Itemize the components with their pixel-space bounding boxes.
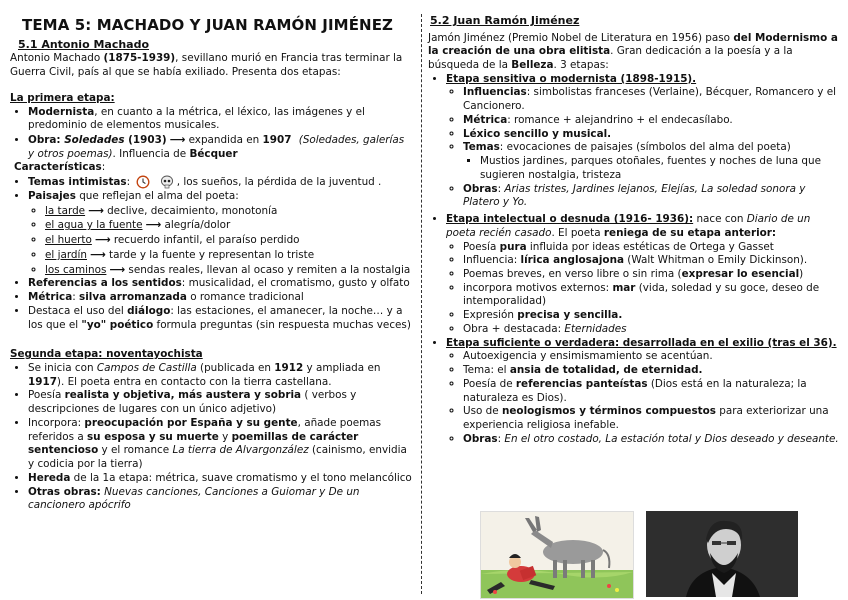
term: pura — [499, 240, 527, 253]
list-item — [463, 128, 840, 142]
work-title: En el otro costado, La estación total y Dios deseado y deseante. — [504, 432, 839, 445]
term: diálogo — [127, 304, 171, 317]
page-title: TEMA 5: MACHADO Y JUAN RAMÓN JIMÉNEZ — [22, 16, 394, 34]
work-title: Soledades — [64, 133, 125, 146]
list-item — [45, 263, 412, 278]
term: del Modernismo a la creación de una obra elitista — [428, 31, 838, 58]
work-title: Campos de Castilla — [96, 362, 197, 374]
list-item — [463, 364, 840, 378]
desc: : las estaciones, el amanecer, la noche… y a los que el — [28, 304, 403, 331]
term: Otras obras: — [28, 485, 101, 498]
list-item — [28, 190, 412, 277]
desc: Se inicia con — [28, 362, 97, 374]
jimenez-portrait — [646, 511, 798, 597]
year: 1907 — [262, 133, 292, 146]
list-item — [28, 417, 412, 472]
caracteristicas-label: Características: — [14, 161, 106, 174]
list-item — [463, 268, 840, 282]
platero-illustration — [480, 511, 634, 599]
desc: ) — [799, 268, 804, 280]
intro-text-rest: , sevillano murió en Francia tras terminar la Guerra Civil, país al que se había exiliado. Presenta dos etapas: — [10, 52, 403, 79]
symbol: el agua y la fuente — [45, 219, 143, 232]
term: referencias panteístas — [515, 377, 648, 390]
skull-icon — [159, 175, 175, 189]
desc: . 3 etapas: — [553, 58, 609, 71]
term: silva arromanzada — [79, 291, 187, 304]
desc: . Influencia de — [112, 147, 190, 160]
clock-icon — [135, 175, 151, 189]
list-item — [463, 323, 840, 337]
arrow-right-icon: ⟶ — [109, 262, 126, 276]
term: Influencias — [463, 86, 527, 99]
list-item: • Temas intimistas: , los sueños, la pérdida de la juventud . — [28, 175, 412, 190]
illustrations — [480, 511, 800, 597]
desc: (Walt Whitman o Emily Dickinson). — [623, 254, 808, 267]
desc: : evocaciones de paisajes (símbolos del alma del poeta) — [499, 141, 791, 154]
sublist — [446, 86, 840, 210]
year: 1917 — [28, 375, 57, 388]
term: precisa y sencilla. — [517, 309, 623, 322]
desc: Destaca el uso del — [28, 304, 128, 317]
etapa2-heading: Segunda etapa: noventayochista — [10, 348, 203, 361]
jimenez-intro — [428, 32, 840, 73]
column-divider — [421, 14, 422, 594]
meaning: declive, decaimiento, monotonía — [107, 204, 278, 217]
term: lírica anglosajona — [520, 254, 624, 267]
sep: : — [497, 182, 505, 195]
desc: y el romance — [98, 444, 173, 457]
etapa-heading: Etapa intelectual o desnuda (1916- 1936): — [446, 213, 694, 226]
desc: Expresión — [463, 309, 518, 322]
term: Modernista — [28, 105, 95, 118]
etapa1-heading: La primera etapa: — [10, 91, 115, 104]
list-item — [28, 472, 412, 486]
list-item — [463, 241, 840, 255]
term: Léxico sencillo y musical. — [463, 127, 612, 140]
desc: nace con — [693, 213, 747, 226]
jimenez-column — [428, 14, 840, 447]
year: (1903) — [124, 133, 167, 146]
etapa-heading: Etapa sensitiva o modernista (1898-1915). — [446, 72, 697, 85]
year: 1912 — [274, 362, 304, 374]
desc: formula preguntas (sin respuesta muchas veces) — [153, 318, 411, 331]
desc: Uso de — [463, 405, 502, 418]
term: Temas intimistas — [28, 176, 127, 189]
desc: Influencia: — [463, 254, 521, 267]
list-item: ▪ Mustios jardines, parques otoñales, fuentes y noches de luna que sugieren nostalgia, tristeza — [480, 155, 840, 182]
list-item — [28, 305, 412, 332]
term: expresar lo esencial — [681, 268, 800, 280]
list-item — [463, 141, 840, 182]
desc: Poemas breves, en verso libre o sin rima ( — [463, 268, 682, 280]
term: preocupación por España y su gente — [84, 416, 298, 429]
arrow-right-icon: ⟶ — [169, 132, 186, 146]
desc: expandida en — [188, 133, 263, 146]
meaning: tarde y la fuente y representan lo triste — [109, 248, 315, 261]
list-item — [463, 309, 840, 323]
etapa-heading: Etapa suficiente o verdadera: desarrollada en el exilio (tras el 36). — [446, 336, 837, 349]
desc: , los sueños, la pérdida de la juventud . — [176, 176, 382, 189]
machado-heading: 5.1 Antonio Machado — [18, 37, 150, 51]
arrow-right-icon: ⟶ — [94, 233, 111, 247]
term: poemillas de carácter sentencioso — [28, 430, 359, 457]
etapa-sensitiva — [446, 73, 840, 210]
desc: (vida, soledad y su goce, deseo de intemporalidad) — [463, 281, 820, 308]
sublist — [446, 241, 840, 337]
term: Obras — [463, 432, 498, 445]
list-item — [45, 218, 412, 233]
term: ansia de totalidad, de eternidad. — [509, 364, 703, 377]
desc: ). El poeta entra en contacto con la tierra castellana. — [56, 375, 332, 388]
term: Belleza — [511, 58, 554, 71]
list-item — [45, 233, 412, 248]
work-title: Arias tristes, Jardines lejanos, Elejías, La soledad sonora y Platero y Yo. — [463, 182, 806, 209]
desc: . Gran dedicación a la poesía y a la búsqueda de la — [428, 45, 793, 71]
label: Características — [14, 161, 102, 174]
work-title: (Soledades, galerías y otros poemas) — [28, 133, 405, 160]
list-item — [45, 204, 412, 219]
term: Obra: — [28, 133, 65, 146]
caracteristicas-list — [10, 175, 412, 332]
list-item — [463, 86, 840, 113]
sep: : — [497, 432, 505, 445]
list-item — [28, 362, 412, 389]
term: Obras — [463, 182, 498, 195]
term: Métrica — [463, 113, 508, 126]
list-item — [45, 248, 412, 263]
etapa1-list — [10, 106, 412, 162]
term: su esposa y su muerte — [87, 430, 219, 443]
term: Métrica — [28, 291, 73, 304]
term: Hereda — [28, 471, 71, 484]
meaning: sendas reales, llevan al ocaso y remiten a la nostalgia — [128, 263, 411, 276]
list-item — [463, 183, 840, 210]
desc: que reflejan el alma del poeta: — [75, 189, 239, 202]
symbol: los caminos — [45, 263, 107, 276]
arrow-right-icon: ⟶ — [88, 203, 104, 217]
desc: o romance tradicional — [186, 291, 304, 304]
intro-dates: (1875-1939) — [103, 52, 176, 65]
desc: : romance + alejandrino + el endecasílabo. — [507, 113, 733, 126]
desc: influida por ideas estéticas de Ortega y Gasset — [526, 240, 774, 253]
list-item — [28, 106, 412, 133]
desc: (Dios está en la naturaleza; la naturaleza es Dios). — [463, 377, 807, 404]
arrow-right-icon: ⟶ — [145, 218, 162, 232]
machado-column — [10, 16, 412, 513]
desc: Poesía — [28, 389, 65, 402]
term: realista y objetiva, más austera y sobria — [64, 389, 302, 402]
desc: (cainismo, envidia y codicia por la tierra) — [28, 444, 407, 471]
jimenez-heading: 5.2 Juan Ramón Jiménez — [430, 14, 580, 27]
desc: , añade poemas referidos a — [28, 416, 382, 443]
list-item — [463, 282, 840, 309]
symbol: el jardín — [45, 248, 87, 261]
symbol: el huerto — [45, 234, 92, 247]
meaning: recuerdo infantil, el paraíso perdido — [113, 234, 300, 247]
list-item — [28, 291, 412, 305]
list-item — [463, 433, 840, 447]
desc: : musicalidad, el cromatismo, gusto y olfato — [181, 277, 410, 290]
term: neologismos y términos compuestos — [501, 405, 716, 418]
work-title: La tierra de Alvargonzález — [172, 444, 309, 457]
list-item — [28, 389, 412, 416]
term: Paisajes — [28, 189, 76, 202]
desc: . El poeta — [551, 226, 604, 239]
sublist — [446, 350, 840, 446]
intro-text: Antonio Machado — [10, 52, 104, 65]
desc: y — [218, 430, 232, 443]
list-item — [463, 405, 840, 432]
desc: Incorpora: — [28, 416, 85, 429]
sublist — [463, 155, 840, 182]
desc: , en cuanto a la métrica, el léxico, las imágenes y el predominio de elementos musicales. — [28, 105, 365, 132]
desc: para exteriorizar una experiencia religiosa inefable. — [463, 405, 829, 432]
list-item — [28, 486, 412, 513]
list-item — [463, 114, 840, 128]
list-item — [463, 254, 840, 268]
desc: Obra + destacada: — [463, 322, 565, 335]
list-item — [463, 350, 840, 364]
work-title: Diario de un poeta recién casado — [446, 213, 811, 239]
desc: Tema: el — [463, 364, 510, 377]
work-title: Nuevas canciones, Canciones a Guiomar y De un cancionero apócrifo — [28, 485, 360, 512]
desc: de la 1a etapa: métrica, suave cromatismo y el tono melancólico — [70, 471, 412, 484]
desc: : simbolistas franceses (Verlaine), Bécquer, Romancero y el Cancionero. — [463, 86, 836, 113]
desc: incorpora motivos externos: — [463, 281, 613, 294]
desc: Poesía — [463, 240, 500, 253]
paisajes-list — [28, 204, 412, 278]
etapa-intelectual — [446, 213, 840, 337]
desc: Autoexigencia y ensimismamiento se acentúan. — [463, 350, 713, 363]
work-title: Eternidades — [564, 322, 627, 335]
list-item — [463, 378, 840, 405]
arrow-right-icon: ⟶ — [90, 247, 106, 261]
term: reniega de su etapa anterior: — [603, 226, 777, 239]
list-item — [28, 277, 412, 291]
sep: : — [72, 291, 80, 304]
term: Temas — [463, 141, 500, 154]
author: Bécquer — [189, 147, 238, 160]
jimenez-etapas-list — [428, 73, 840, 447]
desc: Poesía de — [463, 377, 516, 390]
term: Referencias a los sentidos — [28, 277, 182, 290]
term: mar — [612, 281, 636, 294]
meaning: alegría/dolor — [164, 219, 231, 232]
symbol: la tarde — [45, 204, 86, 217]
etapa2-list — [10, 362, 412, 513]
term: "yo" poético — [81, 318, 154, 331]
desc: y ampliada en — [303, 362, 381, 374]
list-item — [28, 133, 412, 161]
desc: ( verbos y descripciones de lugares con un único adjetivo) — [28, 389, 357, 416]
etapa-suficiente — [446, 337, 840, 447]
desc: (publicada en — [196, 362, 275, 374]
machado-intro — [10, 52, 412, 79]
desc: Jamón Jiménez (Premio Nobel de Literatura en 1956) paso — [428, 31, 734, 44]
